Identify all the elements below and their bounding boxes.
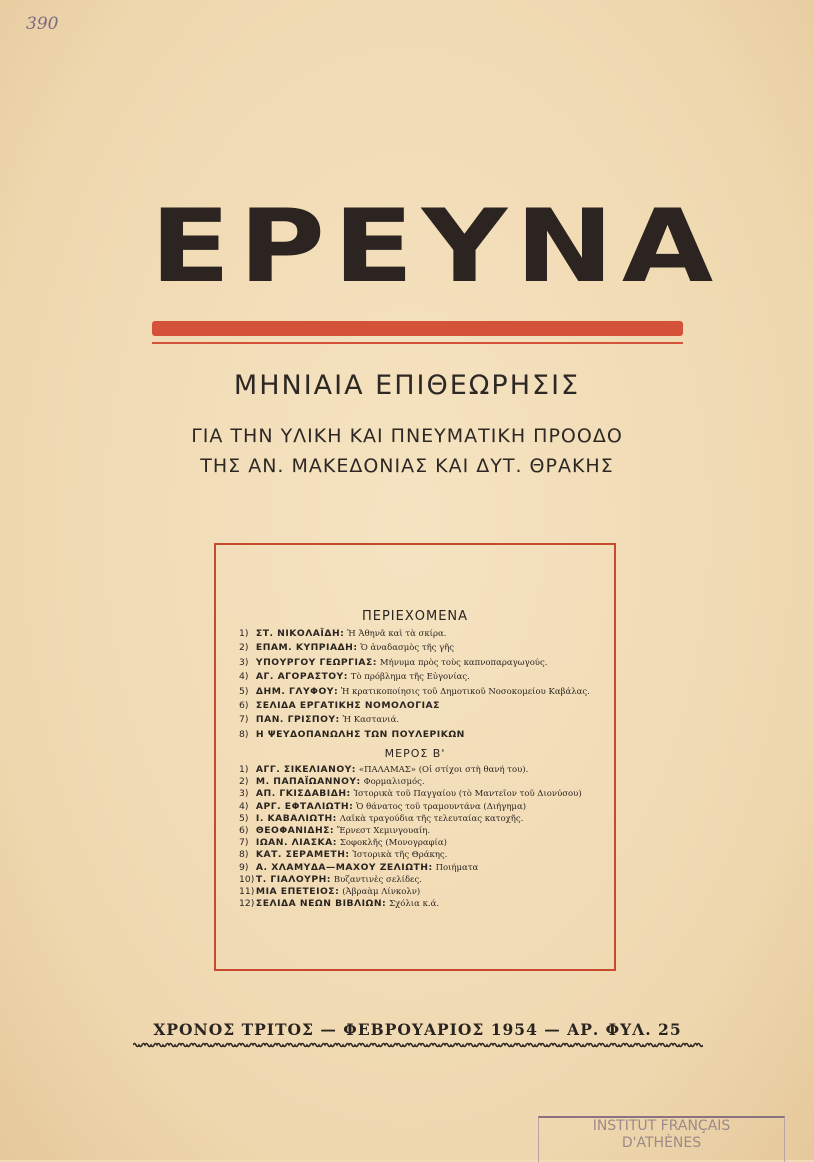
item-number: 8) xyxy=(239,849,249,861)
red-title-bar xyxy=(152,321,683,336)
item-number: 9) xyxy=(239,861,249,873)
item-number: 6) xyxy=(239,824,249,836)
stamp-line-2: D'ATHÈNES xyxy=(621,1135,702,1151)
item-title: Ἱστορικὰ τοῦ Παγγαίου (τὸ Μαντεῖον τοῦ Διονύσου) xyxy=(353,789,582,800)
item-title: Σχόλια κ.ά. xyxy=(389,899,440,910)
item-number: 3) xyxy=(239,656,249,668)
red-title-rule xyxy=(152,342,683,344)
contents-item xyxy=(239,627,590,641)
item-title: Σοφοκλῆς (Μονογραφία) xyxy=(339,838,447,849)
item-number: 12) xyxy=(239,898,255,910)
contents-item xyxy=(239,641,590,655)
item-author: ΑΓ. ΑΓΟΡΑΣΤΟΥ: xyxy=(255,671,348,683)
item-author: ΑΡΓ. ΕΦΤΑΛΙΩΤΗ: xyxy=(255,800,354,812)
item-title: Βυζαντινὲς σελίδες. xyxy=(333,874,422,885)
subtitle-line-2: ΓΙΑ ΤΗΝ ΥΛΙΚΗ ΚΑΙ ΠΝΕΥΜΑΤΙΚΗ ΠΡΟΟΔΟ xyxy=(191,425,623,447)
item-author: ΕΠΑΜ. ΚΥΠΡΙΑΔΗ: xyxy=(255,642,358,654)
item-title: Τὸ πρόβλημα τῆς Εὐγονίας. xyxy=(350,672,470,683)
item-author: ΜΙΑ ΕΠΕΤΕΙΟΣ: xyxy=(255,885,340,897)
item-author: ΑΓΓ. ΣΙΚΕΛΙΑΝΟΥ: xyxy=(255,764,356,775)
issue-info: ΧΡΟΝΟΣ ΤΡΙΤΟΣ — ΦΕΒΡΟΥΑΡΙΟΣ 1954 — ΑΡ. ΦΥΛ. 25 xyxy=(153,1020,682,1039)
item-number: 4) xyxy=(239,671,249,683)
contents-item xyxy=(239,699,590,713)
item-title: Ποιήματα xyxy=(435,862,479,873)
item-number: 1) xyxy=(239,628,249,639)
item-title: Ἱστορικὰ τῆς Θράκης. xyxy=(352,850,448,861)
item-title: Λαϊκὰ τραγούδια τῆς τελευταίας κατοχῆς. xyxy=(339,813,524,824)
item-number: 6) xyxy=(239,699,249,711)
library-stamp xyxy=(538,1116,785,1162)
magazine-title: ΕΡΕΥΝΑ xyxy=(150,187,722,305)
item-title: Ἔρνεστ Χεμινγουαίη. xyxy=(337,825,431,836)
item-title: Μήνυμα πρὸς τοὺς καπνοπαραγωγούς. xyxy=(379,657,548,668)
item-number: 11) xyxy=(239,885,255,897)
contents-item xyxy=(239,898,582,910)
item-number: 8) xyxy=(239,728,249,740)
subtitle-line-3: ΤΗΣ ΑΝ. ΜΑΚΕΔΟΝΙΑΣ ΚΑΙ ΔΥΤ. ΘΡΑΚΗΣ xyxy=(200,455,614,477)
contents-list xyxy=(239,627,590,742)
item-number: 2) xyxy=(239,776,249,788)
item-author: ΘΕΟΦΑΝΙΔΗΣ: xyxy=(255,824,335,836)
item-author: ΣΤ. ΝΙΚΟΛΑΪΔΗ: xyxy=(255,628,345,639)
item-number: 5) xyxy=(239,812,249,824)
item-author: Τ. ΓΙΑΛΟΥΡΗ: xyxy=(255,873,331,885)
contents-item xyxy=(239,713,590,727)
subtitle-line-1: ΜΗΝΙΑΙΑ ΕΠΙΘΕΩΡΗΣΙΣ xyxy=(233,370,581,401)
item-author: ΠΑΝ. ΓΡΙΣΠΟΥ: xyxy=(255,714,340,726)
contents-item xyxy=(239,837,582,849)
item-title: Φορμαλισμός. xyxy=(363,777,425,788)
contents-item xyxy=(239,886,582,898)
item-author: Α. ΧΛΑΜΥΔΑ—ΜΑΧΟΥ ΖΕΛΙΩΤΗ: xyxy=(255,861,433,873)
item-author: ΥΠΟΥΡΓΟΥ ΓΕΩΡΓΙΑΣ: xyxy=(255,656,377,668)
contents-item xyxy=(239,685,590,699)
contents-item xyxy=(239,849,582,861)
item-author: Μ. ΠΑΠΑΪΩΑΝΝΟΥ: xyxy=(255,776,361,788)
part-b-heading: ΜΕΡΟΣ Β' xyxy=(384,747,446,760)
contents-item xyxy=(239,825,582,837)
contents-box xyxy=(214,543,616,971)
contents-item xyxy=(239,801,582,813)
item-title: Ἡ κρατικοποίησις τοῦ Δημοτικοῦ Νοσοκομείου Καβάλας. xyxy=(341,686,590,697)
item-title: Ὁ θάνατος τοῦ τραμουντάνα (Διήγημα) xyxy=(356,801,527,812)
contents-item xyxy=(239,728,590,742)
item-number: 2) xyxy=(239,642,249,654)
item-author: ΣΕΛΙΔΑ ΝΕΩΝ ΒΙΒΛΙΩΝ: xyxy=(255,898,387,910)
item-title: «ΠΑΛΑΜΑΣ» (Οἱ στίχοι στὴ θανή του). xyxy=(358,765,529,775)
part-b-list xyxy=(239,764,582,910)
item-title: Ἡ Ἀθηνᾶ καὶ τὰ σκίρα. xyxy=(347,629,447,639)
item-author: Ι. ΚΑΒΑΛΙΩΤΗ: xyxy=(255,812,337,824)
item-title: (Ἀβραὰμ Λίνκολν) xyxy=(342,886,421,897)
item-number: 5) xyxy=(239,685,249,697)
contents-item xyxy=(239,764,582,776)
item-number: 7) xyxy=(239,714,249,726)
item-title: Ἡ Καστανιά. xyxy=(342,715,400,726)
contents-item xyxy=(239,656,590,670)
contents-item xyxy=(239,788,582,800)
item-number: 4) xyxy=(239,800,249,812)
contents-item xyxy=(239,813,582,825)
item-author: Η ΨΕΥΔΟΠΑΝΩΛΗΣ ΤΩΝ ΠΟΥΛΕΡΙΚΩΝ xyxy=(255,728,465,740)
item-author: ΑΠ. ΓΚΙΣΔΑΒΙΔΗ: xyxy=(255,788,351,800)
item-number: 3) xyxy=(239,788,249,800)
handwritten-number: 390 xyxy=(26,14,59,34)
contents-item xyxy=(239,862,582,874)
item-title: Ὁ ἀναδασμὸς τῆς γῆς xyxy=(360,643,455,654)
item-author: ΣΕΛΙΔΑ ΕΡΓΑΤΙΚΗΣ ΝΟΜΟΛΟΓΙΑΣ xyxy=(255,699,440,711)
wavy-underline xyxy=(133,1040,703,1050)
contents-heading: ΠΕΡΙΕΧΟΜΕΝΑ xyxy=(361,609,469,624)
item-number: 7) xyxy=(239,837,249,849)
item-number: 1) xyxy=(239,764,249,775)
item-author: ΙΩΑΝ. ΛΙΑΣΚΑ: xyxy=(255,837,337,849)
item-number: 10) xyxy=(239,873,255,885)
contents-item xyxy=(239,670,590,684)
contents-item xyxy=(239,776,582,788)
item-author: ΚΑΤ. ΣΕΡΑΜΕΤΗ: xyxy=(255,849,350,861)
contents-item xyxy=(239,874,582,886)
stamp-line-1: INSTITUT FRANÇAIS xyxy=(592,1118,731,1134)
item-author: ΔΗΜ. ΓΛΥΦΟΥ: xyxy=(255,685,339,697)
